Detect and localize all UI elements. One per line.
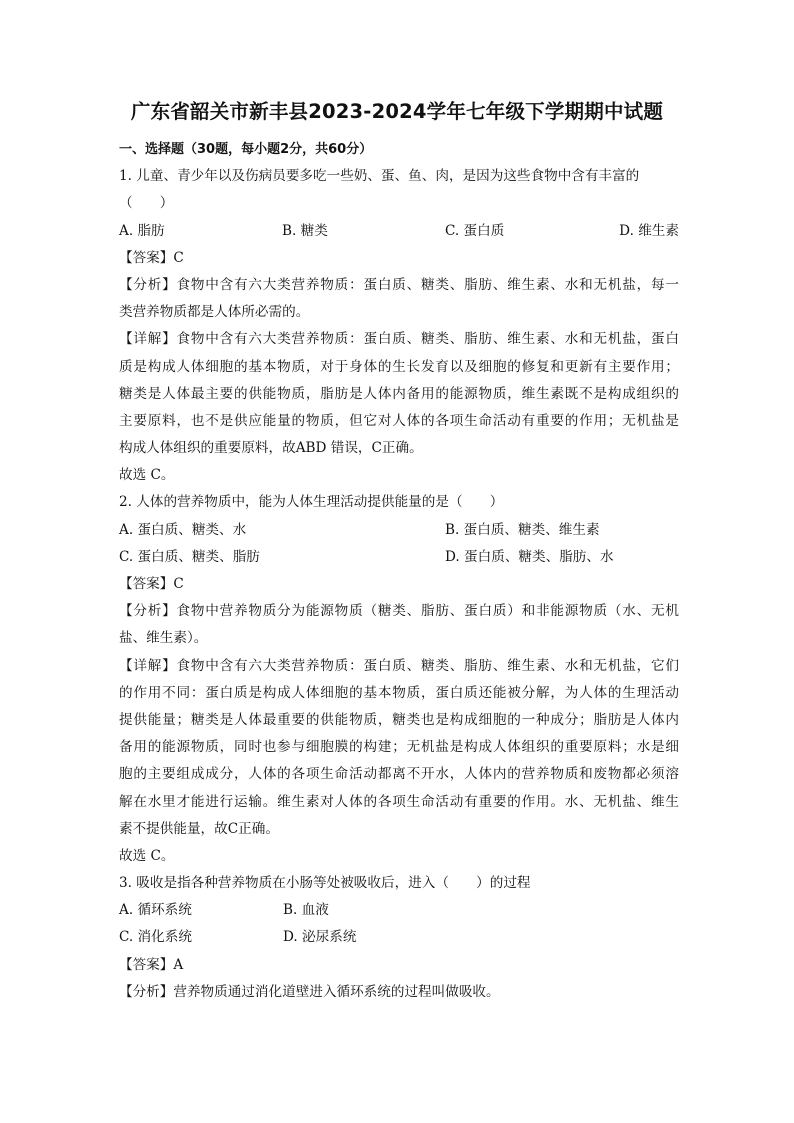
question-stem: 3. 吸收是指各种营养物质在小肠等处被吸收后，进入（ ）的过程 xyxy=(119,875,531,892)
detail-line: 质是构成人体细胞的基本物质，对于身体的生长发育以及细胞的修复和更新有主要作用； xyxy=(119,358,679,375)
detail-line: 素不提供能量，故C正确。 xyxy=(119,820,279,837)
question-stem: 1. 儿童、青少年以及伤病员要多吃一些奶、蛋、鱼、肉，是因为这些食物中含有丰富的 xyxy=(119,168,640,185)
detail-line: 【详解】食物中含有六大类营养物质：蛋白质、糖类、脂肪、维生素、水和无机盐，蛋白 xyxy=(119,331,679,348)
detail-line: 糖类是人体最主要的供能物质，脂肪是人体内备用的能源物质，维生素既不是构成组织的 xyxy=(119,385,679,402)
document-title: 广东省韶关市新丰县2023-2024学年七年级下学期期中试题 xyxy=(130,100,664,123)
analysis-line: 【分析】食物中营养物质分为能源物质（糖类、脂肪、蛋白质）和非能源物质（水、无机 xyxy=(119,603,679,620)
option-b: B. 糖类 xyxy=(282,222,328,239)
document-content xyxy=(119,136,679,1006)
question-2 xyxy=(119,489,679,870)
detail-line: 解在水里才能进行运输。维生素对人体的各项生命活动有重要的作用。水、无机盐、维生 xyxy=(119,793,679,810)
conclusion-line: 故选 C。 xyxy=(119,847,175,864)
analysis-line: 盐、维生素）。 xyxy=(119,630,208,647)
answer-line: 【答案】C xyxy=(119,576,184,592)
section-heading: 一、选择题（30题，每小题2分，共60分） xyxy=(119,142,373,157)
options-row xyxy=(119,924,679,951)
question-stem: （ ） xyxy=(119,195,174,212)
option-c: C. 消化系统 xyxy=(119,929,192,946)
detail-line: 的作用不同：蛋白质是构成人体细胞的基本物质，蛋白质还能被分解，为人体的生理活动 xyxy=(119,684,679,701)
answer-line: 【答案】A xyxy=(119,956,184,973)
options-row xyxy=(119,897,679,924)
conclusion-line: 故选 C。 xyxy=(119,467,175,484)
question-1 xyxy=(119,163,679,489)
analysis-line: 【分析】食物中含有六大类营养物质：蛋白质、糖类、脂肪、维生素、水和无机盐，每一 xyxy=(119,276,679,293)
option-d: D. 蛋白质、糖类、脂肪、水 xyxy=(445,548,614,565)
detail-line: 主要原料，也不是供应能量的物质，但它对人体的各项生命活动有重要的作用；无机盐是 xyxy=(119,412,679,429)
option-c: C. 蛋白质、糖类、脂肪 xyxy=(119,548,260,565)
options-row xyxy=(119,517,679,544)
option-a: A. 循环系统 xyxy=(119,902,192,919)
options-row xyxy=(119,544,679,571)
detail-line: 【详解】食物中含有六大类营养物质：蛋白质、糖类、脂肪、维生素、水和无机盐，它们 xyxy=(119,657,679,674)
analysis-line: 类营养物质都是人体所必需的。 xyxy=(119,304,310,321)
option-d: D. 泌尿系统 xyxy=(283,929,357,946)
analysis-line: 【分析】营养物质通过消化道壁进入循环系统的过程叫做吸收。 xyxy=(119,983,500,1000)
question-stem: 2. 人体的营养物质中，能为人体生理活动提供能量的是（ ） xyxy=(119,494,504,511)
question-3 xyxy=(119,870,679,1006)
option-a: A. 脂肪 xyxy=(119,222,165,239)
detail-line: 备用的能源物质，同时也参与细胞膜的构建；无机盐是构成人体组织的重要原料；水是细 xyxy=(119,739,679,756)
detail-line: 提供能量；糖类是人体最重要的供能物质，糖类也是构成细胞的一种成分；脂肪是人体内 xyxy=(119,711,679,728)
option-a: A. 蛋白质、糖类、水 xyxy=(119,521,247,538)
option-b: B. 血液 xyxy=(283,902,329,919)
option-c: C. 蛋白质 xyxy=(445,222,505,239)
option-b: B. 蛋白质、糖类、维生素 xyxy=(445,521,600,538)
options-row xyxy=(119,218,679,245)
detail-line: 构成人体组织的重要原料，故ABD 错误，C正确。 xyxy=(119,440,423,457)
option-d: D. 维生素 xyxy=(619,222,679,239)
answer-line: 【答案】C xyxy=(119,249,184,266)
detail-line: 胞的主要组成成分，人体的各项生命活动都离不开水，人体内的营养物质和废物都必须溶 xyxy=(119,766,679,783)
